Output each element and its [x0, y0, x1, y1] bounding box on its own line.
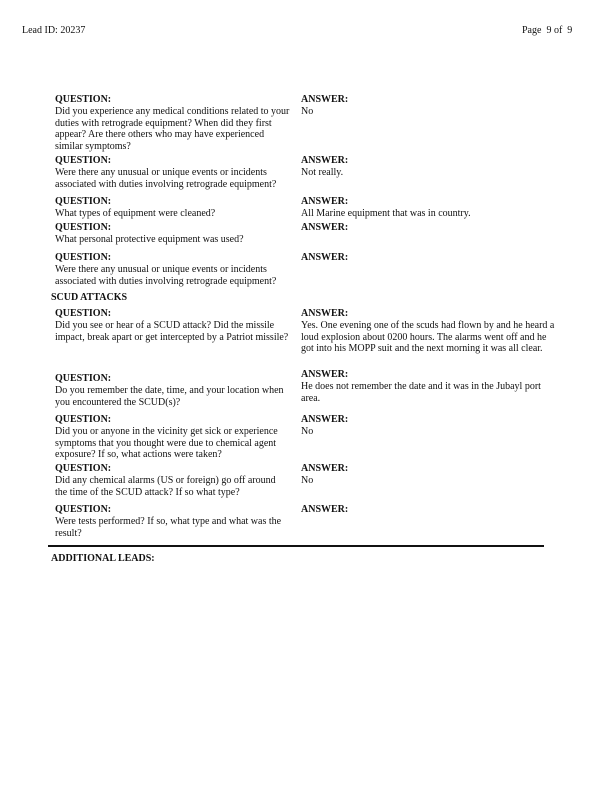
- question-text: Did you see or hear of a SCUD attack? Did the missile impact, break apart or get intercepted by a Patriot missile?: [55, 320, 289, 343]
- question-label: QUESTION:: [55, 373, 112, 384]
- question-text: Were tests performed? If so, what type and what was the result?: [55, 516, 282, 539]
- question-label: QUESTION:: [55, 504, 112, 515]
- answer-text: All Marine equipment that was in country.: [301, 208, 471, 219]
- question-text: What personal protective equipment was used?: [55, 234, 244, 245]
- answer-label: ANSWER:: [301, 414, 349, 425]
- section-heading-scud-attacks: SCUD ATTACKS: [51, 292, 128, 303]
- answer-text: No: [301, 106, 314, 117]
- question-label: QUESTION:: [55, 252, 112, 263]
- answer-label: ANSWER:: [301, 155, 349, 166]
- answer-text: No: [301, 475, 314, 486]
- question-label: QUESTION:: [55, 196, 112, 207]
- question-text: Were there any unusual or unique events or incidents associated with duties involving retrograde equipment?: [55, 167, 277, 190]
- answer-text: Yes. One evening one of the scuds had flown by and he heard a loud explosion about 0200 hours. The alarms went off and he got into his MOPP suit and the next morning it was all clear.: [301, 320, 555, 355]
- answer-label: ANSWER:: [301, 222, 349, 233]
- question-text: What types of equipment were cleaned?: [55, 208, 216, 219]
- answer-text: He does not remember the date and it was in the Jubayl port area.: [301, 381, 541, 404]
- question-label: QUESTION:: [55, 308, 112, 319]
- answer-label: ANSWER:: [301, 504, 349, 515]
- answer-label: ANSWER:: [301, 369, 349, 380]
- question-label: QUESTION:: [55, 414, 112, 425]
- question-text: Were there any unusual or unique events or incidents associated with duties involving retrograde equipment?: [55, 264, 277, 287]
- answer-label: ANSWER:: [301, 252, 349, 263]
- page-number: Page 9 of 9: [522, 25, 573, 36]
- answer-label: ANSWER:: [301, 308, 349, 319]
- answer-text: Not really.: [301, 167, 344, 178]
- divider-line: [48, 545, 544, 547]
- question-text: Do you remember the date, time, and your location when you encountered the SCUD(s)?: [55, 385, 284, 408]
- answer-label: ANSWER:: [301, 94, 349, 105]
- answer-text: No: [301, 426, 314, 437]
- question-label: QUESTION:: [55, 155, 112, 166]
- lead-id: Lead ID: 20237: [22, 25, 86, 36]
- answer-label: ANSWER:: [301, 463, 349, 474]
- additional-leads-heading: ADDITIONAL LEADS:: [51, 553, 155, 564]
- answer-label: ANSWER:: [301, 196, 349, 207]
- question-text: Did you or anyone in the vicinity get sick or experience symptoms that you thought were due to chemical agent exposure? If so, what actions were taken?: [55, 426, 278, 461]
- question-text: Did any chemical alarms (US or foreign) go off around the time of the SCUD attack? If so what type?: [55, 475, 276, 498]
- question-label: QUESTION:: [55, 222, 112, 233]
- question-text: Did you experience any medical conditions related to your duties with retrograde equipment? When did they first appear? Are there others who may have experienced similar symptoms?: [55, 106, 290, 153]
- question-label: QUESTION:: [55, 94, 112, 105]
- question-label: QUESTION:: [55, 463, 112, 474]
